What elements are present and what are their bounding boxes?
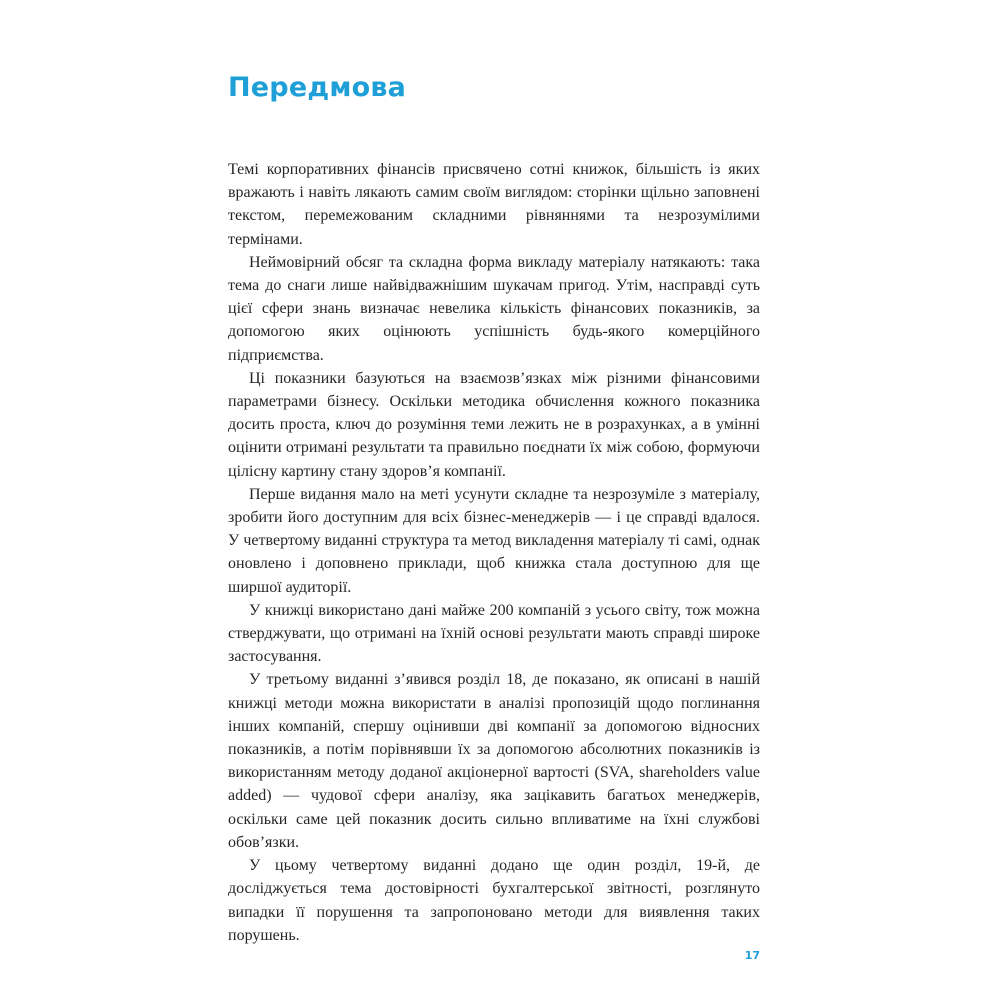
paragraph-5: У книжці використано дані майже 200 компаній з усього світу, тож можна стверджувати, що отримані на їхній основі результати мають справді широке застосування.	[228, 601, 760, 666]
paragraph-3: Ці показники базуються на взаємозв’язках між різними фінансовими параметрами бізнесу. Оскільки методика обчислення кожного показника досить проста, ключ до розуміння теми лежить не в розрахунках, а в умінні оцінити отримані результати та правильно поєднати їх між собою, формуючи цілісну картину стану здоров’я компанії.	[228, 369, 760, 480]
page-title: Передмова	[228, 72, 407, 103]
body-text	[228, 158, 760, 947]
page-number: 17	[744, 949, 760, 962]
paragraph-1: Темі корпоративних фінансів присвячено сотні книжок, більшість із яких вражають і навіть лякають самим своїм виглядом: сторінки щільно заповнені текстом, перемежованим складними рівняннями та незрозумілими термінами.	[228, 161, 760, 248]
paragraph-4: Перше видання мало на меті усунути складне та незрозуміле з матеріалу, зробити його доступним для всіх бізнес-менеджерів — і це справді вдалося. У четвертому виданні структура та метод викладення матеріалу ті самі, однак оновлено і доповнено приклади, щоб книжка стала доступною для ще ширшої аудиторії.	[228, 485, 760, 596]
paragraph-6: У третьому виданні з’явився розділ 18, де показано, як описані в нашій книжці методи можна використати в аналізі пропозицій щодо поглинання інших компаній, спершу оцінивши дві компанії за допомогою відносних показників, а потім порівнявши їх за допомогою абсолютних показників із використанням методу доданої акціонерної вартості (SVA, shareholders value added) — чудової сфери аналізу, яка зацікавить багатьох менеджерів, оскільки саме цей показник досить сильно впливатиме на їхні службові обов’язки.	[228, 671, 760, 851]
paragraph-2: Неймовірний обсяг та складна форма викладу матеріалу натякають: така тема до снаги лише найвідважнішим шукачам пригод. Утім, насправді суть цієї сфери знань визначає невелика кількість фінансових показників, за допомогою яких оцінюють успішність будь-якого комерційного підприємства.	[228, 253, 760, 364]
paragraph-7: У цьому четвертому виданні додано ще один розділ, 19-й, де досліджується тема достовірності бухгалтерської звітності, розглянуто випадки її порушення та запропоновано методи для виявлення таких порушень.	[228, 857, 760, 944]
